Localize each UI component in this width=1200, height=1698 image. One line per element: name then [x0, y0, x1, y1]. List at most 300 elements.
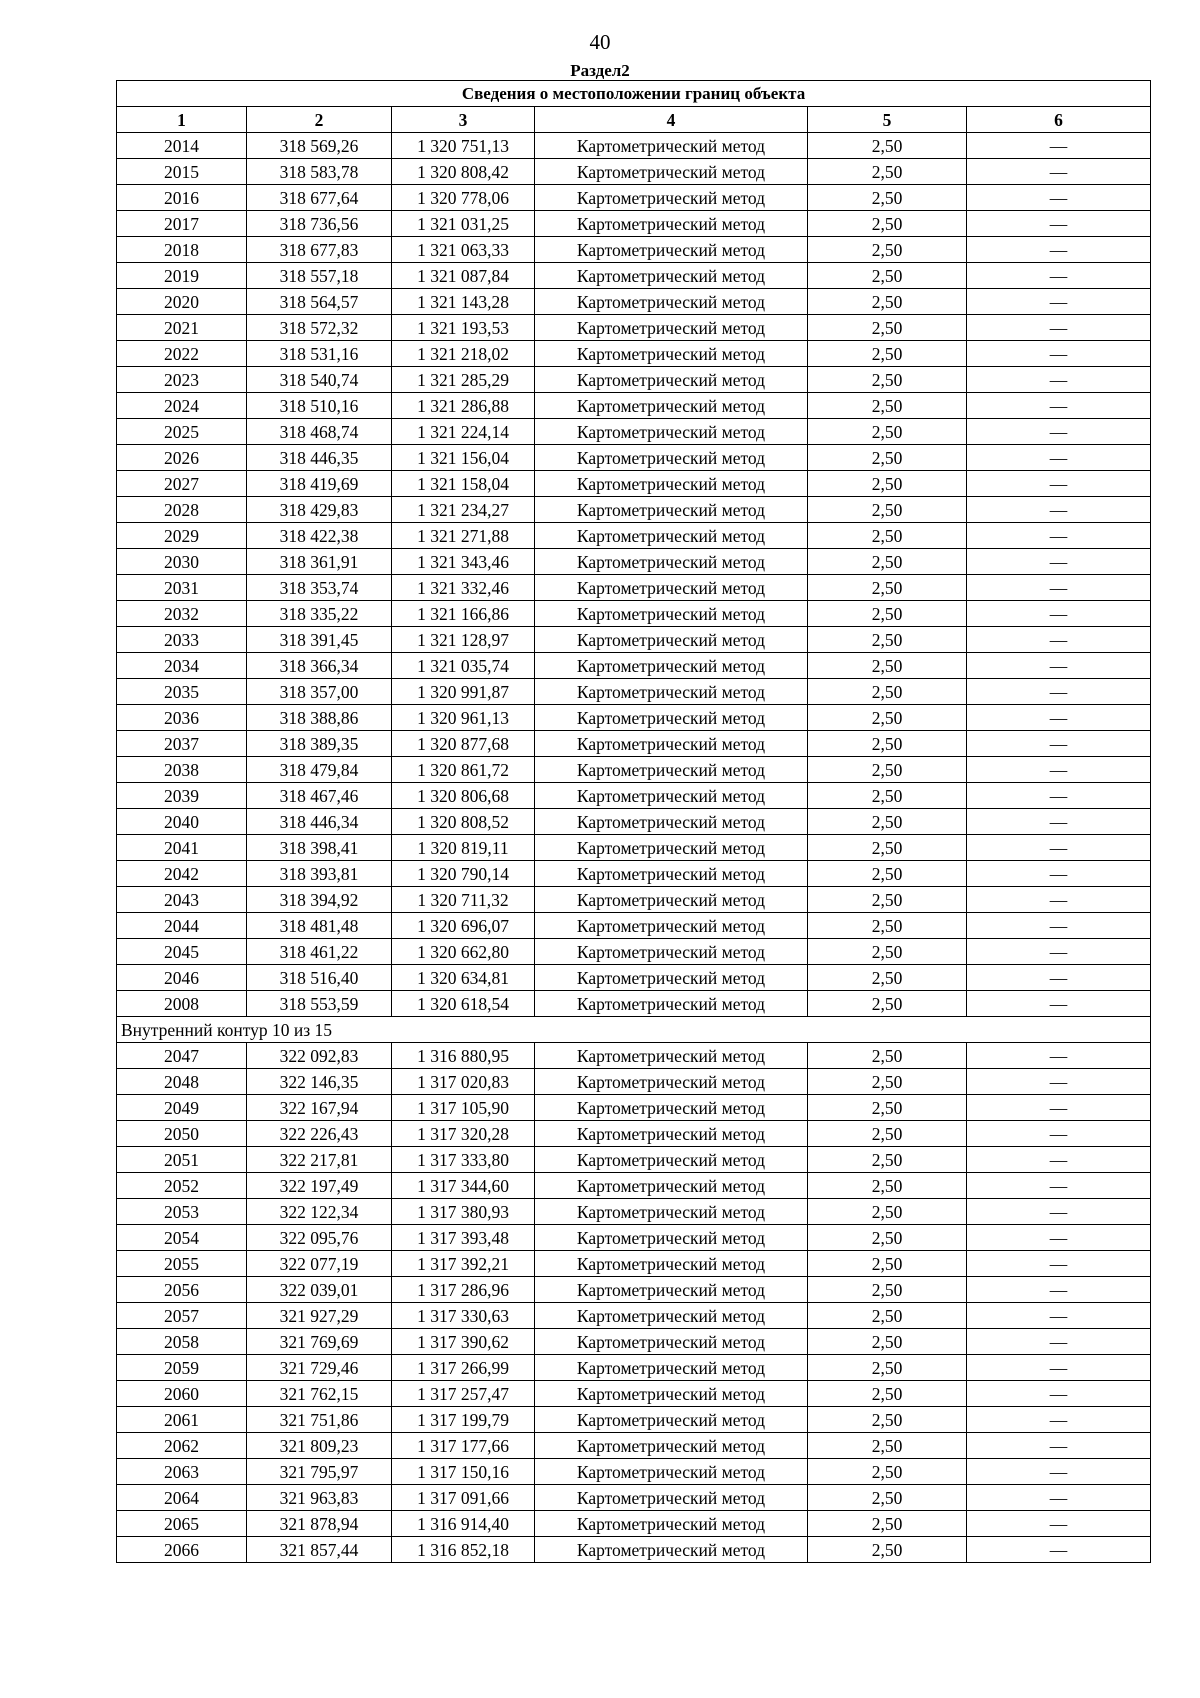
note-cell: — [967, 783, 1151, 809]
note-cell: — [967, 1173, 1151, 1199]
method-cell: Картометрический метод [535, 731, 808, 757]
note-cell: — [967, 315, 1151, 341]
y-coordinate-cell: 1 321 234,27 [392, 497, 535, 523]
point-number-cell: 2017 [117, 211, 247, 237]
accuracy-cell: 2,50 [808, 887, 967, 913]
table-row [117, 1277, 1151, 1303]
x-coordinate-cell: 318 736,56 [247, 211, 392, 237]
y-coordinate-cell: 1 317 344,60 [392, 1173, 535, 1199]
note-cell: — [967, 523, 1151, 549]
point-number-cell: 2044 [117, 913, 247, 939]
note-cell: — [967, 757, 1151, 783]
point-number-cell: 2052 [117, 1173, 247, 1199]
accuracy-cell: 2,50 [808, 1199, 967, 1225]
table-row [117, 757, 1151, 783]
column-header: 3 [392, 107, 535, 133]
x-coordinate-cell: 318 481,48 [247, 913, 392, 939]
method-cell: Картометрический метод [535, 705, 808, 731]
method-cell: Картометрический метод [535, 575, 808, 601]
accuracy-cell: 2,50 [808, 1069, 967, 1095]
method-cell: Картометрический метод [535, 1537, 808, 1563]
y-coordinate-cell: 1 321 143,28 [392, 289, 535, 315]
accuracy-cell: 2,50 [808, 1407, 967, 1433]
point-number-cell: 2018 [117, 237, 247, 263]
point-number-cell: 2037 [117, 731, 247, 757]
note-cell: — [967, 1329, 1151, 1355]
x-coordinate-cell: 318 557,18 [247, 263, 392, 289]
note-cell: — [967, 471, 1151, 497]
method-cell: Картометрический метод [535, 1043, 808, 1069]
method-cell: Картометрический метод [535, 1095, 808, 1121]
y-coordinate-cell: 1 320 808,42 [392, 159, 535, 185]
note-cell: — [967, 1043, 1151, 1069]
x-coordinate-cell: 318 572,32 [247, 315, 392, 341]
y-coordinate-cell: 1 321 128,97 [392, 627, 535, 653]
accuracy-cell: 2,50 [808, 263, 967, 289]
note-cell: — [967, 861, 1151, 887]
method-cell: Картометрический метод [535, 419, 808, 445]
point-number-cell: 2064 [117, 1485, 247, 1511]
note-cell: — [967, 1459, 1151, 1485]
point-number-cell: 2065 [117, 1511, 247, 1537]
point-number-cell: 2042 [117, 861, 247, 887]
accuracy-cell: 2,50 [808, 523, 967, 549]
table-row [117, 263, 1151, 289]
table-row [117, 497, 1151, 523]
point-number-cell: 2063 [117, 1459, 247, 1485]
point-number-cell: 2059 [117, 1355, 247, 1381]
x-coordinate-cell: 318 391,45 [247, 627, 392, 653]
x-coordinate-cell: 318 388,86 [247, 705, 392, 731]
point-number-cell: 2020 [117, 289, 247, 315]
x-coordinate-cell: 318 422,38 [247, 523, 392, 549]
y-coordinate-cell: 1 317 199,79 [392, 1407, 535, 1433]
method-cell: Картометрический метод [535, 1251, 808, 1277]
note-cell: — [967, 1511, 1151, 1537]
method-cell: Картометрический метод [535, 1329, 808, 1355]
point-number-cell: 2045 [117, 939, 247, 965]
point-number-cell: 2016 [117, 185, 247, 211]
y-coordinate-cell: 1 321 285,29 [392, 367, 535, 393]
method-cell: Картометрический метод [535, 497, 808, 523]
y-coordinate-cell: 1 317 390,62 [392, 1329, 535, 1355]
point-number-cell: 2048 [117, 1069, 247, 1095]
accuracy-cell: 2,50 [808, 393, 967, 419]
x-coordinate-cell: 321 878,94 [247, 1511, 392, 1537]
point-number-cell: 2024 [117, 393, 247, 419]
note-cell: — [967, 731, 1151, 757]
table-row [117, 705, 1151, 731]
table-row [117, 1069, 1151, 1095]
accuracy-cell: 2,50 [808, 1459, 967, 1485]
y-coordinate-cell: 1 320 751,13 [392, 133, 535, 159]
point-number-cell: 2054 [117, 1225, 247, 1251]
point-number-cell: 2038 [117, 757, 247, 783]
method-cell: Картометрический метод [535, 757, 808, 783]
point-number-cell: 2040 [117, 809, 247, 835]
accuracy-cell: 2,50 [808, 1147, 967, 1173]
y-coordinate-cell: 1 316 914,40 [392, 1511, 535, 1537]
table-row [117, 1511, 1151, 1537]
accuracy-cell: 2,50 [808, 237, 967, 263]
point-number-cell: 2022 [117, 341, 247, 367]
accuracy-cell: 2,50 [808, 1277, 967, 1303]
y-coordinate-cell: 1 320 696,07 [392, 913, 535, 939]
method-cell: Картометрический метод [535, 783, 808, 809]
method-cell: Картометрический метод [535, 1381, 808, 1407]
y-coordinate-cell: 1 321 224,14 [392, 419, 535, 445]
y-coordinate-cell: 1 317 266,99 [392, 1355, 535, 1381]
point-number-cell: 2019 [117, 263, 247, 289]
x-coordinate-cell: 321 963,83 [247, 1485, 392, 1511]
accuracy-cell: 2,50 [808, 1433, 967, 1459]
note-cell: — [967, 263, 1151, 289]
y-coordinate-cell: 1 321 332,46 [392, 575, 535, 601]
accuracy-cell: 2,50 [808, 1537, 967, 1563]
point-number-cell: 2057 [117, 1303, 247, 1329]
x-coordinate-cell: 321 751,86 [247, 1407, 392, 1433]
note-cell: — [967, 1381, 1151, 1407]
table-row [117, 315, 1151, 341]
accuracy-cell: 2,50 [808, 679, 967, 705]
method-cell: Картометрический метод [535, 627, 808, 653]
note-cell: — [967, 991, 1151, 1017]
x-coordinate-cell: 318 361,91 [247, 549, 392, 575]
table-caption-row [117, 81, 1151, 107]
table-row [117, 939, 1151, 965]
table-row [117, 1459, 1151, 1485]
method-cell: Картометрический метод [535, 1173, 808, 1199]
column-header: 2 [247, 107, 392, 133]
y-coordinate-cell: 1 321 158,04 [392, 471, 535, 497]
accuracy-cell: 2,50 [808, 549, 967, 575]
accuracy-cell: 2,50 [808, 133, 967, 159]
y-coordinate-cell: 1 317 257,47 [392, 1381, 535, 1407]
y-coordinate-cell: 1 320 861,72 [392, 757, 535, 783]
note-cell: — [967, 211, 1151, 237]
table-row [117, 627, 1151, 653]
y-coordinate-cell: 1 321 087,84 [392, 263, 535, 289]
x-coordinate-cell: 321 769,69 [247, 1329, 392, 1355]
accuracy-cell: 2,50 [808, 757, 967, 783]
table-row [117, 809, 1151, 835]
x-coordinate-cell: 322 039,01 [247, 1277, 392, 1303]
note-cell: — [967, 653, 1151, 679]
x-coordinate-cell: 322 167,94 [247, 1095, 392, 1121]
x-coordinate-cell: 318 389,35 [247, 731, 392, 757]
x-coordinate-cell: 322 122,34 [247, 1199, 392, 1225]
x-coordinate-cell: 318 677,83 [247, 237, 392, 263]
point-number-cell: 2023 [117, 367, 247, 393]
method-cell: Картометрический метод [535, 965, 808, 991]
point-number-cell: 2031 [117, 575, 247, 601]
table-row [117, 653, 1151, 679]
y-coordinate-cell: 1 320 991,87 [392, 679, 535, 705]
point-number-cell: 2008 [117, 991, 247, 1017]
y-coordinate-cell: 1 317 380,93 [392, 1199, 535, 1225]
note-cell: — [967, 367, 1151, 393]
point-number-cell: 2041 [117, 835, 247, 861]
accuracy-cell: 2,50 [808, 367, 967, 393]
y-coordinate-cell: 1 316 852,18 [392, 1537, 535, 1563]
table-row [117, 1173, 1151, 1199]
x-coordinate-cell: 321 729,46 [247, 1355, 392, 1381]
method-cell: Картометрический метод [535, 1485, 808, 1511]
note-cell: — [967, 601, 1151, 627]
point-number-cell: 2053 [117, 1199, 247, 1225]
point-number-cell: 2032 [117, 601, 247, 627]
method-cell: Картометрический метод [535, 315, 808, 341]
table-row [117, 1199, 1151, 1225]
method-cell: Картометрический метод [535, 653, 808, 679]
table-row [117, 575, 1151, 601]
y-coordinate-cell: 1 320 790,14 [392, 861, 535, 887]
table-row [117, 913, 1151, 939]
accuracy-cell: 2,50 [808, 1485, 967, 1511]
accuracy-cell: 2,50 [808, 289, 967, 315]
accuracy-cell: 2,50 [808, 1043, 967, 1069]
method-cell: Картометрический метод [535, 887, 808, 913]
accuracy-cell: 2,50 [808, 341, 967, 367]
method-cell: Картометрический метод [535, 185, 808, 211]
y-coordinate-cell: 1 317 150,16 [392, 1459, 535, 1485]
table-row [117, 523, 1151, 549]
table-row [117, 1485, 1151, 1511]
accuracy-cell: 2,50 [808, 1511, 967, 1537]
x-coordinate-cell: 318 540,74 [247, 367, 392, 393]
method-cell: Картометрический метод [535, 159, 808, 185]
note-cell: — [967, 1251, 1151, 1277]
column-header-row [117, 107, 1151, 133]
point-number-cell: 2049 [117, 1095, 247, 1121]
accuracy-cell: 2,50 [808, 1095, 967, 1121]
method-cell: Картометрический метод [535, 861, 808, 887]
accuracy-cell: 2,50 [808, 497, 967, 523]
accuracy-cell: 2,50 [808, 211, 967, 237]
page-number: 40 [589, 30, 611, 54]
note-cell: — [967, 289, 1151, 315]
method-cell: Картометрический метод [535, 1459, 808, 1485]
y-coordinate-cell: 1 317 177,66 [392, 1433, 535, 1459]
y-coordinate-cell: 1 317 105,90 [392, 1095, 535, 1121]
y-coordinate-cell: 1 320 634,81 [392, 965, 535, 991]
method-cell: Картометрический метод [535, 1069, 808, 1095]
accuracy-cell: 2,50 [808, 1329, 967, 1355]
method-cell: Картометрический метод [535, 341, 808, 367]
method-cell: Картометрический метод [535, 237, 808, 263]
point-number-cell: 2050 [117, 1121, 247, 1147]
point-number-cell: 2035 [117, 679, 247, 705]
contour-heading: Внутренний контур 10 из 15 [117, 1017, 1151, 1043]
table-row [117, 367, 1151, 393]
accuracy-cell: 2,50 [808, 159, 967, 185]
x-coordinate-cell: 318 479,84 [247, 757, 392, 783]
note-cell: — [967, 1355, 1151, 1381]
accuracy-cell: 2,50 [808, 809, 967, 835]
table-row [117, 159, 1151, 185]
accuracy-cell: 2,50 [808, 471, 967, 497]
boundary-coordinates-table [116, 80, 1151, 1563]
note-cell: — [967, 1225, 1151, 1251]
point-number-cell: 2028 [117, 497, 247, 523]
y-coordinate-cell: 1 321 031,25 [392, 211, 535, 237]
note-cell: — [967, 1277, 1151, 1303]
note-cell: — [967, 445, 1151, 471]
x-coordinate-cell: 318 394,92 [247, 887, 392, 913]
x-coordinate-cell: 318 461,22 [247, 939, 392, 965]
y-coordinate-cell: 1 320 618,54 [392, 991, 535, 1017]
accuracy-cell: 2,50 [808, 1225, 967, 1251]
x-coordinate-cell: 318 419,69 [247, 471, 392, 497]
method-cell: Картометрический метод [535, 393, 808, 419]
table-row [117, 211, 1151, 237]
accuracy-cell: 2,50 [808, 653, 967, 679]
y-coordinate-cell: 1 320 961,13 [392, 705, 535, 731]
y-coordinate-cell: 1 317 091,66 [392, 1485, 535, 1511]
note-cell: — [967, 835, 1151, 861]
accuracy-cell: 2,50 [808, 913, 967, 939]
y-coordinate-cell: 1 321 166,86 [392, 601, 535, 627]
point-number-cell: 2014 [117, 133, 247, 159]
note-cell: — [967, 1537, 1151, 1563]
x-coordinate-cell: 321 927,29 [247, 1303, 392, 1329]
note-cell: — [967, 575, 1151, 601]
method-cell: Картометрический метод [535, 913, 808, 939]
note-cell: — [967, 237, 1151, 263]
y-coordinate-cell: 1 317 330,63 [392, 1303, 535, 1329]
accuracy-cell: 2,50 [808, 705, 967, 731]
note-cell: — [967, 133, 1151, 159]
note-cell: — [967, 185, 1151, 211]
y-coordinate-cell: 1 320 808,52 [392, 809, 535, 835]
y-coordinate-cell: 1 320 877,68 [392, 731, 535, 757]
method-cell: Картометрический метод [535, 211, 808, 237]
section-title: Раздел2 [570, 61, 630, 80]
x-coordinate-cell: 318 393,81 [247, 861, 392, 887]
method-cell: Картометрический метод [535, 1199, 808, 1225]
x-coordinate-cell: 318 510,16 [247, 393, 392, 419]
table-row [117, 1043, 1151, 1069]
table-row [117, 445, 1151, 471]
table-row [117, 1381, 1151, 1407]
method-cell: Картометрический метод [535, 1121, 808, 1147]
point-number-cell: 2058 [117, 1329, 247, 1355]
x-coordinate-cell: 318 516,40 [247, 965, 392, 991]
method-cell: Картометрический метод [535, 991, 808, 1017]
point-number-cell: 2062 [117, 1433, 247, 1459]
table-row [117, 1303, 1151, 1329]
method-cell: Картометрический метод [535, 835, 808, 861]
method-cell: Картометрический метод [535, 939, 808, 965]
table-row [117, 1407, 1151, 1433]
table-row [117, 419, 1151, 445]
y-coordinate-cell: 1 320 806,68 [392, 783, 535, 809]
x-coordinate-cell: 318 353,74 [247, 575, 392, 601]
note-cell: — [967, 809, 1151, 835]
point-number-cell: 2046 [117, 965, 247, 991]
accuracy-cell: 2,50 [808, 783, 967, 809]
point-number-cell: 2061 [117, 1407, 247, 1433]
point-number-cell: 2051 [117, 1147, 247, 1173]
y-coordinate-cell: 1 317 392,21 [392, 1251, 535, 1277]
x-coordinate-cell: 322 095,76 [247, 1225, 392, 1251]
accuracy-cell: 2,50 [808, 1251, 967, 1277]
x-coordinate-cell: 321 795,97 [247, 1459, 392, 1485]
x-coordinate-cell: 322 092,83 [247, 1043, 392, 1069]
note-cell: — [967, 549, 1151, 575]
x-coordinate-cell: 318 335,22 [247, 601, 392, 627]
point-number-cell: 2026 [117, 445, 247, 471]
column-header: 6 [967, 107, 1151, 133]
table-row [117, 835, 1151, 861]
x-coordinate-cell: 318 569,26 [247, 133, 392, 159]
accuracy-cell: 2,50 [808, 601, 967, 627]
point-number-cell: 2025 [117, 419, 247, 445]
point-number-cell: 2033 [117, 627, 247, 653]
y-coordinate-cell: 1 317 333,80 [392, 1147, 535, 1173]
x-coordinate-cell: 318 446,35 [247, 445, 392, 471]
method-cell: Картометрический метод [535, 549, 808, 575]
note-cell: — [967, 965, 1151, 991]
method-cell: Картометрический метод [535, 1355, 808, 1381]
x-coordinate-cell: 322 197,49 [247, 1173, 392, 1199]
x-coordinate-cell: 322 146,35 [247, 1069, 392, 1095]
point-number-cell: 2056 [117, 1277, 247, 1303]
table-row [117, 1251, 1151, 1277]
table-row [117, 237, 1151, 263]
note-cell: — [967, 913, 1151, 939]
x-coordinate-cell: 318 531,16 [247, 341, 392, 367]
table-row [117, 1121, 1151, 1147]
method-cell: Картометрический метод [535, 1225, 808, 1251]
note-cell: — [967, 1069, 1151, 1095]
method-cell: Картометрический метод [535, 1303, 808, 1329]
note-cell: — [967, 1407, 1151, 1433]
x-coordinate-cell: 318 468,74 [247, 419, 392, 445]
note-cell: — [967, 1147, 1151, 1173]
point-number-cell: 2066 [117, 1537, 247, 1563]
y-coordinate-cell: 1 317 020,83 [392, 1069, 535, 1095]
method-cell: Картометрический метод [535, 1407, 808, 1433]
point-number-cell: 2030 [117, 549, 247, 575]
method-cell: Картометрический метод [535, 1277, 808, 1303]
table-row [117, 783, 1151, 809]
accuracy-cell: 2,50 [808, 731, 967, 757]
table-row [117, 393, 1151, 419]
table-row [117, 601, 1151, 627]
accuracy-cell: 2,50 [808, 419, 967, 445]
y-coordinate-cell: 1 321 271,88 [392, 523, 535, 549]
method-cell: Картометрический метод [535, 471, 808, 497]
x-coordinate-cell: 318 677,64 [247, 185, 392, 211]
x-coordinate-cell: 318 357,00 [247, 679, 392, 705]
y-coordinate-cell: 1 321 156,04 [392, 445, 535, 471]
method-cell: Картометрический метод [535, 679, 808, 705]
point-number-cell: 2055 [117, 1251, 247, 1277]
accuracy-cell: 2,50 [808, 575, 967, 601]
table-caption: Сведения о местоположении границ объекта [117, 81, 1151, 107]
table-row [117, 991, 1151, 1017]
table-row [117, 133, 1151, 159]
point-number-cell: 2027 [117, 471, 247, 497]
y-coordinate-cell: 1 321 286,88 [392, 393, 535, 419]
table-row [117, 1329, 1151, 1355]
point-number-cell: 2036 [117, 705, 247, 731]
note-cell: — [967, 497, 1151, 523]
method-cell: Картометрический метод [535, 133, 808, 159]
accuracy-cell: 2,50 [808, 991, 967, 1017]
method-cell: Картометрический метод [535, 1511, 808, 1537]
